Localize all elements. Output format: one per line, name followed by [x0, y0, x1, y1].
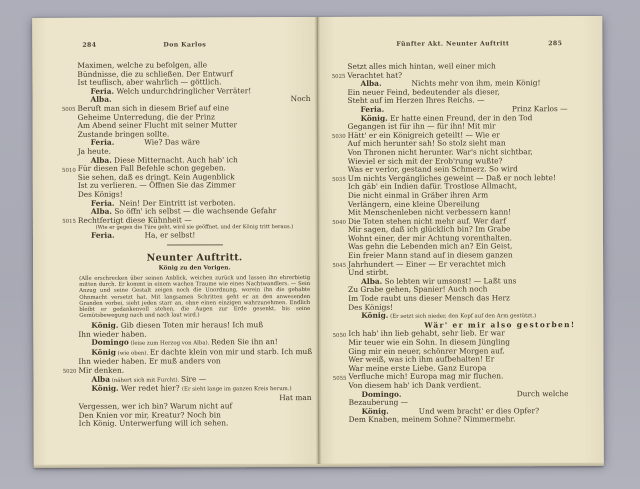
text-line: 5010 Für diesen Fall Befehle schon gegeben.	[78, 164, 311, 173]
text-line: Alba (nähert sich mit Furcht). Sire —	[91, 373, 207, 384]
text-line: Sie sehen, daß es dringt. Kein Augenblick	[77, 172, 235, 182]
text-line: Wer weiß, was ich ihm aufbehalten! Er	[348, 354, 495, 365]
left-page	[32, 17, 319, 465]
verse-line-number: 5005	[61, 107, 76, 114]
right-running-title: Fünfter Akt. Neunter Auftritt	[396, 40, 510, 48]
right-page	[317, 16, 604, 464]
text-line: 5020 Mir denken.	[78, 366, 311, 375]
left-text-column	[61, 60, 313, 429]
verse-line-number: 5040	[332, 220, 346, 227]
left-running-head	[32, 41, 317, 49]
left-running-title: Don Karlos	[163, 41, 207, 49]
verse-line-number: 5010	[62, 167, 76, 174]
verse-line-number: 5030	[331, 134, 346, 141]
text-line: Ich König. Unterwerfung will ich sehen.	[78, 418, 229, 429]
text-line: Wohnt einer, der mir Achtung vorenthalten.	[347, 233, 512, 243]
text-line: König. Gib diesen Toten mir heraus! Ich muß	[91, 320, 264, 330]
text-line: Alba. So öffn' ich selbst — die wachsende Gefahr	[90, 206, 277, 216]
text-line: Gegangen ist für ihn — für ihn! Mit mir	[347, 121, 496, 132]
text-line: Feria. Ha, er selbst!	[90, 230, 196, 240]
text-line: 5015 Rechtfertigt diese Kühnheit —	[78, 216, 311, 225]
text-line: Vergessen, wer ich bin? Warum nicht auf	[78, 401, 233, 412]
text-line: Alba. Nichts mehr von ihm, mein König!	[360, 78, 541, 89]
text-line: Mit Menschenleben nicht verbessern kann!	[347, 207, 512, 217]
text-line: Verlängern, eine kleine Übereilung	[347, 198, 480, 209]
text-line: Und stirbt.	[348, 268, 389, 278]
right-page-number: 285	[548, 40, 563, 48]
text-line: Was er verlor, gestand sein Schmerz. So wird	[347, 164, 518, 175]
text-line: Dem Knaben, meinem Sohne? Nimmermehr.	[348, 414, 516, 425]
text-line: War meine erste Liebe. Ganz Europa	[348, 363, 487, 373]
text-line: König zu den Vorigen.	[158, 265, 231, 272]
text-line: Alba. Noch	[90, 94, 311, 105]
text-line: 5005 Beruft man sich in diesem Brief auf eine	[78, 104, 311, 113]
text-line: Setzt alles mich hintan, weil einer mich	[347, 61, 496, 71]
text-line: Am Abend seiner Flucht mit seiner Mutter	[77, 120, 238, 130]
head-spacer	[247, 41, 287, 48]
text-line: 5035 Um nichts Vergängliches geweint — Daß er noch lebte!	[348, 174, 568, 183]
text-line: Alba. Diese Mitternacht. Auch hab' ich	[90, 154, 238, 165]
text-line: Was gehn die Lebenden mich an? Ein Geist,	[348, 241, 513, 252]
verse-line-number: 5050	[332, 332, 347, 339]
text-line: Feria. Wie? Das wäre	[90, 137, 200, 148]
verse-line-number: 5055	[332, 375, 347, 382]
text-line: Des Königs!	[348, 302, 394, 312]
verse-line-number: 5045	[332, 263, 347, 270]
text-line: Bündnisse, die zu schließen. Der Entwurf	[77, 68, 233, 79]
text-line: Die nicht einmal in Gräber ihren Arm	[347, 190, 489, 200]
text-line: Alba. So lebten wir umsonst! — Laßt uns	[361, 276, 517, 286]
text-line: Bezauberung —	[348, 397, 409, 408]
text-line: Ist teuflisch, aber wahrlich — göttlich.	[77, 77, 222, 88]
text-line: König. Er hatte einen Freund, der in den Tod	[360, 112, 533, 123]
text-line: 5055 Verfluche mich! Europa mag mir fluchen.	[348, 373, 568, 382]
text-line: Wär' er mir also gestorben!	[424, 319, 576, 330]
head-spacer	[343, 41, 383, 48]
text-line: (Wie er gegen die Türe geht, wird sie geöffnet, und der König tritt heraus.)	[95, 224, 294, 232]
left-page-number: 284	[82, 41, 97, 49]
text-line: Zustande bringen sollte.	[77, 129, 170, 139]
text-line: König. Und wem bracht' er dies Opfer?	[361, 405, 540, 416]
text-line: Zu Grabe gehen, Spanier! Auch noch	[348, 284, 488, 295]
text-line: Ihn wieder haben. Er muß anders von	[78, 356, 221, 367]
text-line: Feria. Welch undurchdringlicher Verräter!	[90, 86, 252, 96]
text-line: Geheime Unterredung, die der Prinz	[77, 111, 215, 122]
text-line: Domingo. Durch welche	[361, 388, 569, 399]
text-line: König. Wer redet hier? (Er sieht lange im ganzen Kreis herum.)	[91, 383, 292, 393]
text-line: 5030 Hätt' er ein Königreich geteilt! — Wie er	[348, 131, 568, 140]
text-line: Auf mich herunter sah! So stolz sieht man	[347, 138, 506, 149]
book-spread	[32, 16, 604, 465]
text-line: Mir teuer wie ein Sohn. In diesem Jüngling	[348, 337, 510, 347]
text-line: Maximen, welche zu befolgen, alle	[77, 60, 208, 70]
text-line: Feria. Prinz Karlos —	[360, 104, 568, 114]
text-line: Im Tode raubt uns dieser Mensch das Herz	[348, 293, 510, 303]
text-line: Ist zu verlieren. — Öffnen Sie das Zimmer	[77, 180, 236, 191]
verse-line-number: 5020	[62, 369, 77, 376]
text-line: Ihn wieder haben.	[78, 329, 147, 339]
text-line: Den Knien vor mir, Kreatur? Noch bin	[78, 410, 221, 420]
text-line: Mir sagen, daß ich glücklich bin? Im Grabe	[347, 224, 511, 235]
text-line: 5040 Die Toten stehen nicht mehr auf. Wer darf	[348, 217, 568, 226]
text-line: König (wie oben). Er dachte klein von mir und starb. Ich muß	[91, 346, 313, 357]
text-line: Domingo (leise zum Herzog von Alba). Reden Sie ihn an!	[91, 337, 278, 347]
verse-line-number: 5025	[331, 73, 346, 81]
text-line: Ich gäb' ein Indien dafür. Trostlose Allmacht,	[347, 181, 518, 192]
text-line: Von diesem hab' ich Dank verdient.	[348, 380, 482, 390]
text-line: Ein freier Mann stand auf in diesem ganzen	[348, 250, 513, 260]
text-line: Steht auf im Herzen Ihres Reichs. —	[347, 95, 485, 106]
text-line: 5050 Ich hab' ihn lieb gehabt, sehr lieb. Er war	[348, 330, 568, 339]
text-line: 5025 Verachtet hat?	[347, 71, 567, 80]
section-rule	[167, 245, 223, 246]
text-line: Neunter Auftritt.	[146, 252, 243, 264]
text-line: Von Thronen nicht herunter. War's nicht sichtbar,	[347, 147, 533, 157]
verse-line-number: 5015	[62, 219, 76, 226]
text-line: (Alle erschrecken über seinen Anblick, weichen zurück und lassen ihn ehrerbietig mitten durch. Er kommt in einem wachen Traume wie eines Nachtwandlers. — Sein Anzug und seine Gestalt zeigen noch die Unordnung, worein ihn die gehabte Ohnmacht versetzt hat. Mit langsamen Schritten geht er an den anwesenden Granden vorbei, sieht jeden starr an, ohne einen einzigen wahrzunehmen. Endlich bleibt er gedankenvoll stehen, die Augen zur Erde gesenkt, bis seine Gemütsbewegung nach und nach laut wird.)	[79, 275, 311, 319]
text-line: 5045 Jahrhundert — Einer — Er verachtet mich	[348, 260, 568, 269]
text-line: Ein neuer Feind, bedeutender als dieser,	[347, 87, 500, 97]
text-line: Ja heute.	[77, 146, 112, 156]
text-line: König. (Er setzt sich nieder, den Kopf auf den Arm gestützt.)	[361, 310, 537, 321]
text-line: Hat man	[279, 392, 312, 402]
text-line: Feria. Nein! Der Eintritt ist verboten.	[90, 197, 236, 208]
text-line: Des Königs!	[77, 189, 123, 199]
text-line: Ging mir ein neuer, schönrer Morgen auf.	[348, 345, 505, 356]
right-text-column	[331, 61, 576, 425]
right-running-head	[317, 40, 602, 48]
text-line: Wieviel er sich mit der Erob'rung wußte?	[347, 155, 503, 166]
verse-line-number: 5035	[332, 177, 346, 184]
page-stack-edge	[34, 463, 604, 468]
